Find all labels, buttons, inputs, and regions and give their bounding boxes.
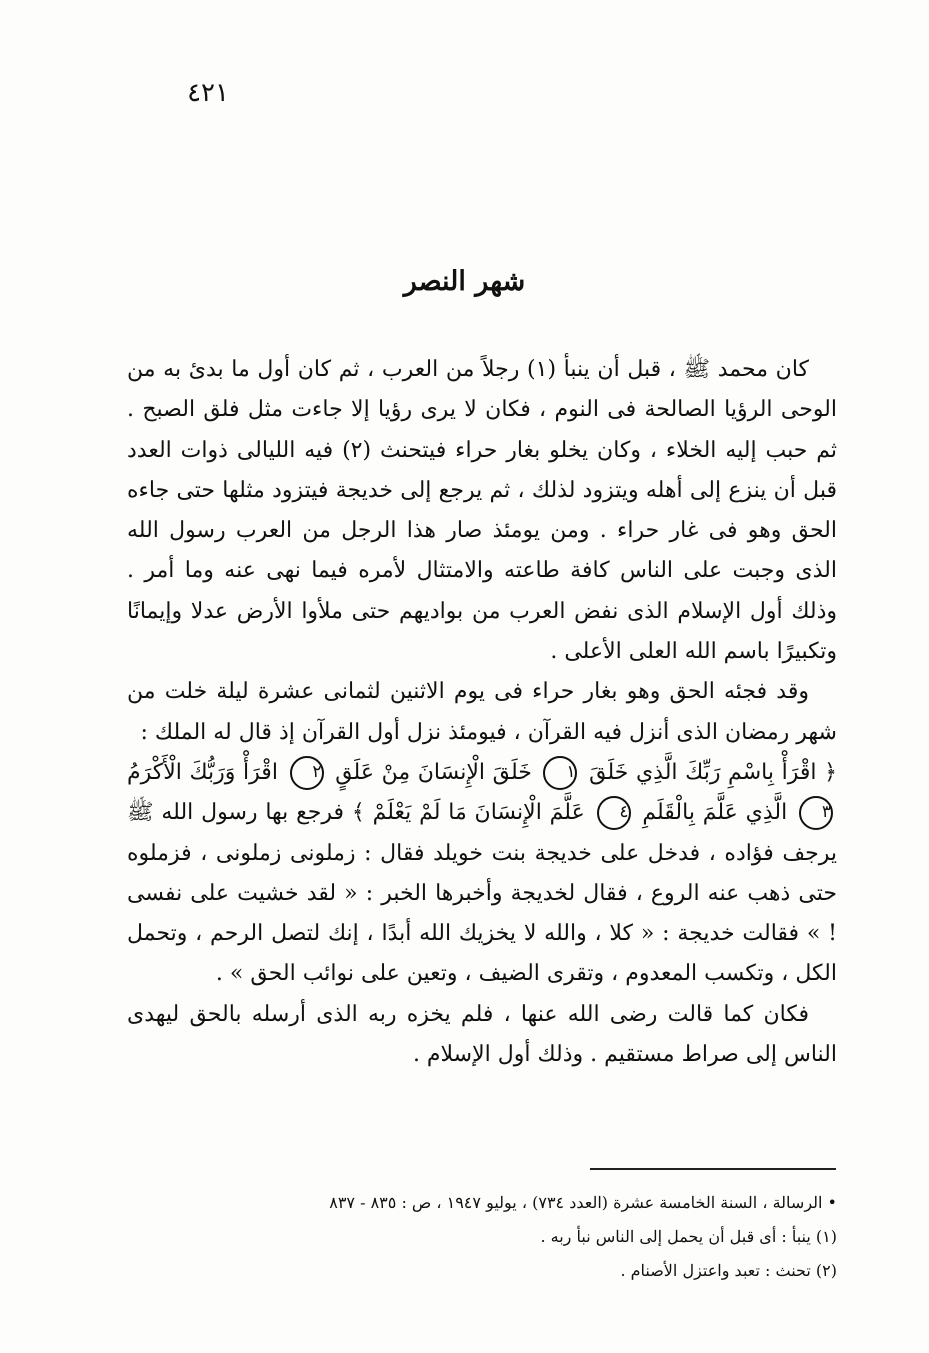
footnote-separator (590, 1168, 836, 1170)
closing-paragraph: فكان كما قالت رضى الله عنها ، فلم يخزه ربه الذى أرسله بالحق ليهدى الناس إلى صراط مستقيم . وذلك أول الإسلام . (127, 1001, 837, 1068)
chapter-title: شهر النصر (403, 266, 526, 297)
verse-segment-5: عَلَّمَ الْإِنسَانَ مَا لَمْ يَعْلَمْ (372, 800, 585, 826)
ayah-number-1: ١ (543, 756, 577, 790)
footnote-2: (٢) تحنث : تعبد واعتزل الأصنام . (620, 1261, 837, 1280)
verse-segment-1: اقْرَأْ بِاسْمِ رَبِّكَ الَّذِي خَلَقَ (589, 759, 817, 785)
paragraph-2 (127, 672, 837, 753)
paragraph-1: كان محمد ﷺ ، قبل أن ينبأ (١) رجلاً من العرب ، ثم كان أول ما بدئ به من الوحى الرؤيا الصالحة فى النوم ، فكان لا يرى رؤيا إلا جاءت مثل فلق الصبح . ثم حبب إليه الخلاء ، وكان يخلو بغار حراء فيتحنث (٢) فيه الليالى ذوات العدد قبل أن ينزع إلى أهله ويتزود لذلك ، ثم يرجع إلى خديجة فيتزود مثلها حتى جاءه الحق وهو فى غار حراء . ومن يومئذ صار هذا الرجل من العرب رسول الله الذى وجبت على الناس كافة طاعته والامتثال لأمره فيما نهى عنه وما أمر . وذلك أول الإسلام الذى نفض العرب من بواديهم حتى ملأوا الأرض عدلا وإيمانًا وتكبيرًا باسم الله العلى الأعلى . (127, 357, 837, 665)
footnote-1: (١) ينبأ : أى قبل أن يحمل إلى الناس نبأ ربه . (540, 1227, 837, 1246)
verse-segment-2: خَلَقَ الْإِنسَانَ مِنْ عَلَقٍ (335, 759, 532, 785)
source-note: • الرسالة ، السنة الخامسة عشرة (العدد ٧٣٤) ، يوليو ١٩٤٧ ، ص : ٨٣٥ - ٨٣٧ (329, 1193, 837, 1212)
verse-open-bracket: ﴿ (824, 759, 837, 785)
verse-segment-4: الَّذِي عَلَّمَ بِالْقَلَمِ (642, 800, 788, 826)
main-text (127, 350, 837, 1075)
ayah-number-4: ٤ (597, 796, 631, 830)
footnotes (127, 1186, 837, 1288)
verse-segment-3: اقْرَأْ وَرَبُّكَ الْأَكْرَمُ (127, 759, 278, 785)
page-number: ٤٢١ (187, 78, 229, 108)
ayah-number-3: ٣ (799, 796, 833, 830)
after-verse-text: فرجع بها رسول الله ﷺ يرجف فؤاده ، فدخل على خديجة بنت خويلد فقال : زملونى زملونى ، فزملوه حتى ذهب عنه الروع ، فقال لخديجة وأخبرها الخبر : « لقد خشيت على نفسى ! » فقالت خديجة : « كلا ، والله لا يخزيك الله أبدًا ، إنك لتصل الرحم ، وتحمل الكل ، وتكسب المعدوم ، وتقرى الضيف ، وتعين على نوائب الحق » . (127, 800, 837, 987)
quran-verse (127, 753, 837, 995)
paragraph-2-text: وقد فجئه الحق وهو بغار حراء فى يوم الاثنين لثمانى عشرة ليلة خلت من شهر رمضان الذى أنزل فيه القرآن ، فيومئذ نزل أول القرآن إذ قال له الملك : (127, 679, 837, 745)
verse-close-bracket: ﴾ (351, 800, 365, 826)
ayah-number-2: ٢ (290, 756, 324, 790)
